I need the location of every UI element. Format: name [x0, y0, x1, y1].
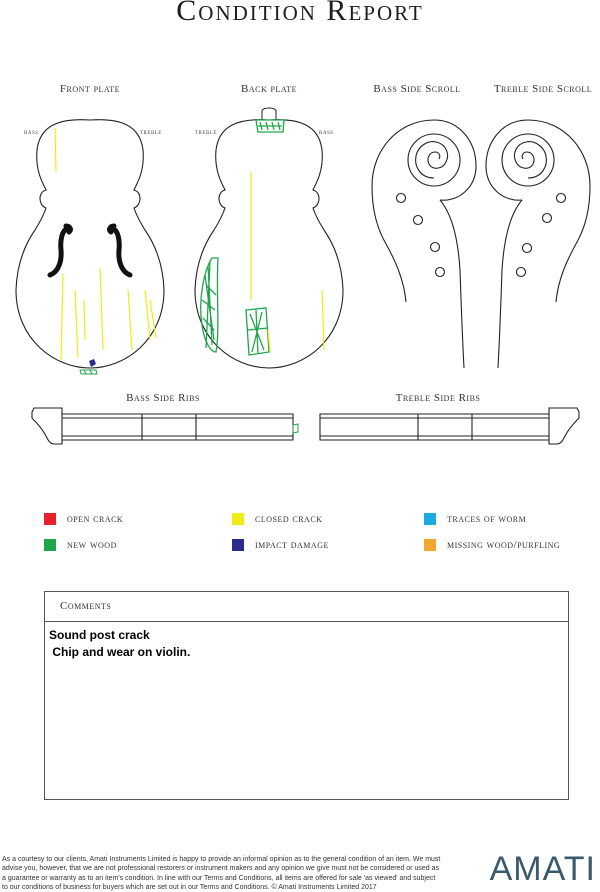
legend-swatch: [44, 513, 56, 525]
comments-heading: Comments: [45, 592, 568, 622]
back-new-wood: [201, 120, 284, 355]
back-closed-cracks: [251, 172, 324, 352]
page-title: Condition Report: [176, 0, 424, 27]
comment-line: Sound post crack: [49, 628, 150, 642]
amati-logo: AMATI: [489, 850, 596, 888]
back-treble-label: treble: [195, 128, 217, 136]
legend-missing-wood: [424, 539, 560, 551]
legend-label: new wood: [67, 539, 117, 551]
legend-swatch: [424, 539, 436, 551]
legend-impact-damage: [232, 539, 329, 551]
legend-open-crack: [44, 513, 123, 525]
front-impact-damage: [89, 359, 96, 367]
legend-traces-of-worm: [424, 513, 526, 525]
legend-swatch: [232, 539, 244, 551]
comments-box: [44, 591, 569, 800]
legend-label: open crack: [67, 513, 124, 525]
legend-label: missing wood/purfling: [447, 539, 561, 551]
front-bass-label: bass: [24, 128, 39, 136]
comment-line: Chip and wear on violin.: [49, 645, 191, 659]
front-closed-cracks: [55, 128, 156, 360]
front-plate-label: Front plate: [59, 83, 121, 95]
back-plate-label: Back plate: [241, 83, 297, 95]
legend-label: closed crack: [255, 513, 323, 525]
legend-swatch: [232, 513, 244, 525]
legend-label: traces of worm: [447, 513, 527, 525]
front-treble-label: treble: [140, 128, 162, 136]
legend-label: impact damage: [255, 539, 329, 551]
legend-closed-crack: [232, 513, 322, 525]
treble-ribs-outline: [320, 408, 579, 444]
legend-new-wood: [44, 539, 117, 551]
legend-swatch: [44, 539, 56, 551]
bass-ribs-new-wood: [293, 424, 298, 433]
treble-side-scroll-label: Treble Side Scroll: [493, 83, 593, 95]
treble-scroll-outline: [486, 120, 590, 368]
disclaimer-text: As a courtesy to our clients, Amati Instruments Limited is happy to provide an informal opinion as to the general condition of an item. We must advise you, however, that we are not professional restorers or instrument makers and any opinion we give must not be considered or used as a guarantee or warranty as to an item's condition. In line with our Terms and Conditions, all items are offered for sale 'as viewed' and subject to our conditions of business for buyers which are set out in our Terms and Conditions. © Amati Instruments Limited 2017: [2, 856, 441, 891]
treble-side-ribs-label: Treble Side Ribs: [395, 392, 481, 404]
legend-swatch: [424, 513, 436, 525]
bass-side-ribs-label: Bass Side Ribs: [126, 392, 200, 404]
front-plate-outline: [16, 120, 164, 368]
comments-text: [45, 622, 568, 661]
bass-ribs-outline: [32, 408, 293, 444]
bass-side-scroll-label: Bass Side Scroll: [373, 83, 461, 95]
front-new-wood: [80, 370, 97, 374]
bass-scroll-outline: [372, 120, 476, 368]
back-bass-label: bass: [319, 128, 334, 136]
